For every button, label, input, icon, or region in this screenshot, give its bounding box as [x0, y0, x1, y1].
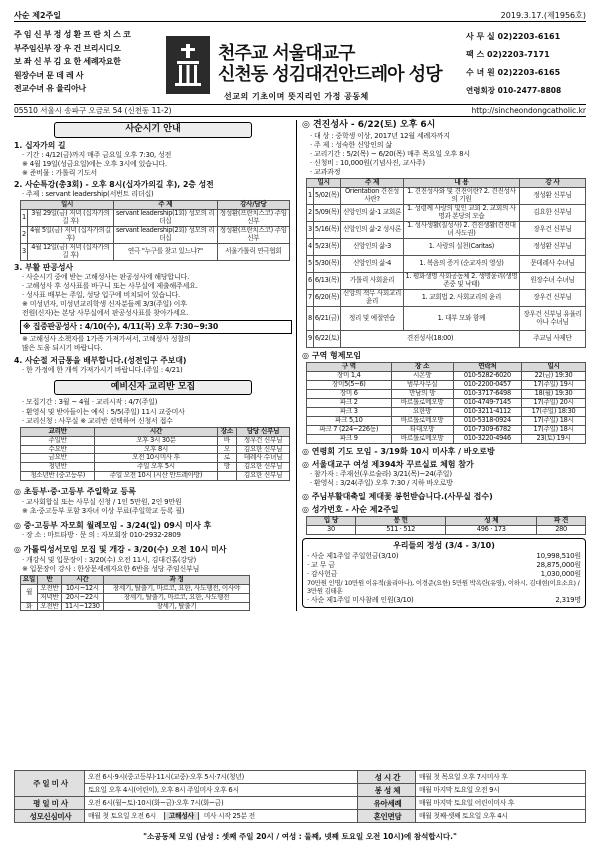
table-row: 9 6/22(토) 견진성사(18:00) 주교님 사제단 — [307, 331, 586, 348]
text-line: · 교리기간 : 5/2(목) ~ 6/20(목) 매주 목요일 오후 8시 — [310, 149, 470, 158]
table-row: 8 6/21(금) 정리 및 예절연습 1. 대부 모와 함께 장우건 신부님 유율리아나 수녀님 — [307, 307, 586, 331]
text-line: · 주제 : servant leadership(서번트 리더십) — [22, 190, 154, 199]
lent-section-title: 사순시기 안내 — [54, 122, 252, 138]
table-row: 장미5(5~6) 범부사무실 010-2200-0457 17(주일) 19시 — [307, 381, 586, 390]
table-row: 평 일 미 사 오전 6시(월~토)·10시(화~금)·오후 7시(화~금) 유아세례 매월 마지막 토요일 어린이미사 후 — [15, 797, 586, 810]
table-header: 강사/담당 — [217, 201, 289, 210]
clergy-line: 부주임신부 장 우 건 브리시디오 — [14, 43, 121, 53]
table-row: 성모신심미사 매월 첫 토요일 오전 6시 고해성사 미사 시작 25분 전 혼인면담 매월 첫째·셋째 토요일 오후 4시 — [15, 810, 586, 823]
lent-s2-title: 2. 사순특강(총3회) - 오후 8시(십자가의길 후), 2층 성전 — [14, 180, 214, 190]
right-column — [297, 120, 586, 611]
table-row: 7 6/20(목) 신앙의 책무 사회교리 윤리 1. 교회법 2. 사회교리의 윤리 장우건 신부님 — [307, 290, 586, 307]
region-table: 구 역 장 소 연락처 일시 장미 1,4 시온방 010-5282-6020 22(금) 19:30 장미5(5~6) 범부사무실 010-2200-0457 17(주일) 19시 장미 6 만남의 방 010-3717-6498 18(월) 19:30 파크 2 바르톨로메오방 010-4749-7145 17(주일) 20시 파크 3 요한방 010-3211-4112 17(주일) 18:30 파크 5,10 바르톨로메오방 010-5318-0924 17(주일) 18시 파크 7 (224~226동) 타대오방 010-7309-6782 17(주일) 18시 파크 9 바르톨로메오방 010-3220-4946 23(토) 19시 — [306, 362, 586, 443]
table-row: 화 오전반 11시~1230 창세기, 탈출기 — [21, 602, 250, 611]
address-text: 05510 서울시 송파구 오금로 54 (신천동 11-2) — [14, 105, 172, 115]
text-line: · 참가자 : 주재선(우르술라) 3/21(목)~24(주일) — [310, 470, 452, 479]
text-line: 전원(신자)는 본당 사무실에서 판공성사표를 찾아가세요. — [22, 309, 189, 318]
table-row: 저녁반 20시~22시 창세기, 탈출기, 마르코, 요한, 사도행전 — [21, 593, 250, 602]
text-line: · 신청비 : 10,000원(기념사진, 교사주) — [310, 158, 425, 167]
notice-title: ◎ 가톨릭성서모임 모집 및 개강 - 3/20(수) 오전 10시 미사 — [14, 545, 227, 555]
contact-list — [466, 25, 586, 104]
contact-line: 사 무 실 02)2203-6161 — [466, 32, 561, 41]
notice-title: ◎ 주님부활대축일 제대꽃 봉헌받습니다.(사무실 접수) — [302, 491, 493, 501]
text-line: · 환영식 : 3/24(주일) 오후 7:30 / 지하 바오로방 — [310, 479, 453, 488]
issue-date: 2019.3.17.(제1956호) — [500, 10, 586, 20]
contact-line: 수 녀 원 02)2203-6165 — [466, 68, 561, 77]
table-row: 파크 9 바르톨로메오방 010-3220-4946 23(토) 19시 — [307, 434, 586, 443]
offering-line: · 감사헌금 1,030,000원 — [307, 569, 581, 578]
table-row: 수요반 오후 8시 오 김요한 신부님 — [21, 445, 290, 454]
notice-title: ◎ 초등부·중·고등부 주일학교 등록 — [14, 487, 136, 497]
table-row: 6 6/13(목) 가톨릭 사회윤리 1. 평화생명 사회공동체 2. 생명윤리(생명존중 및 낙태) 원장수녀 수녀님 — [307, 273, 586, 290]
address-bar — [14, 105, 586, 117]
offering-line: 70만원 인명/ 10만원 이유적(율리아나), 이경준(요한) 5만원 박옥란(유영), 이하시, 김대현(이요소요) / 3만원 김태훈 — [307, 578, 580, 596]
table-row: 토요일 오후 4시(어린이), 오후 8시 주일미사 오후 6시 봉 성 체 매월 마지막 토요일 오전 9시 — [15, 784, 586, 797]
text-line: · 개강식 및 입문장이 : 3/20(수) 오전 11시, 김대건홀(강당) — [22, 555, 197, 564]
text-line: ※ 4월 19일(성금요일)에는 오후 3시에 있습니다. — [22, 159, 167, 168]
text-line: · 사순시기 중에 받는 고해성사는 판공성사에 해당합니다. — [22, 272, 190, 281]
text-line: ※ 미성년자, 미성년교리학생 신자분들께 3/3(주일) 이후 — [22, 300, 187, 309]
table-row: 3 4월 12일(금) 저녁 (십자가의길 후) 연극 "누구를 찾고 있느냐?" 서울가톨릭 연극협회 — [21, 243, 290, 260]
church-logo-icon — [171, 41, 205, 89]
text-line: · 대 상 : 중학생 이상, 2017년 12월 세례자까지 — [310, 131, 450, 140]
offering-title: 우리들의 정성 (3/4 - 3/10) — [393, 541, 495, 551]
left-column — [14, 120, 297, 611]
bulletin-page — [14, 8, 586, 842]
offering-line: · 사순 제1주일 주일헌금(3/10) 10,998,510원 — [307, 551, 581, 560]
text-line: · 성사표 배부는 주일, 성당 입구에 비치되어 있습니다. — [22, 290, 181, 299]
notice-title: ◎ 중·고등부 자모회 월례모임 - 3/24(일) 09시 미사 후 — [14, 520, 212, 530]
footer-note: "소공동체 모임 (남성 : 셋째 주일 20시 / 여성 : 둘째, 넷째 토요일 오전 10시)에 참석합시다." — [143, 832, 457, 842]
text-line: ※ 초·중고등부 포함 3자녀 이상 무료(주일학교 등록 필) — [22, 506, 185, 515]
top-bar — [14, 8, 586, 22]
table-row: 파크 7 (224~226동) 타대오방 010-7309-6782 17(주일) 18시 — [307, 425, 586, 434]
confirmation-title: ◎ 견진성사 - 6/22(토) 오후 6시 — [302, 120, 436, 130]
website-link[interactable]: http://sincheondongcatholic.kr — [471, 105, 586, 115]
text-line: ※ 입문장이 강사 : 한상문세례자요한 6반을 성당 주임신부님 — [22, 564, 200, 573]
notice-title: ◎ 서울대교구 여성 제394차 꾸르실료 체험 참가 — [302, 460, 474, 469]
offering-line: · 교 무 금 28,875,000원 — [307, 560, 581, 569]
table-row: 장미 1,4 시온방 010-5282-6020 22(금) 19:30 — [307, 372, 586, 381]
diocese-title: 천주교 서울대교구 — [218, 42, 355, 64]
table-row: 30 511 · 512 496 · 173 280 — [307, 526, 586, 535]
table-row: 2 4월 5일(금) 저녁 (십자가의길 후) servant leadership(2회) 성모의 리더십 정성환(프란치스코) 주임신부 — [21, 227, 290, 244]
table-row: 월 오전반 10시~12시 창세기, 탈출기, 마르코, 요한, 사도행전, 이사야 — [21, 584, 250, 593]
text-line: · 한 가정에 한 개씩 가져가시기 바랍니다.(주일 : 4/21) — [22, 365, 183, 374]
offering-box — [302, 538, 586, 607]
parish-title: 신천동 성김대건안드레아 성당 — [218, 63, 442, 85]
text-line: ※ 준비물 : 가톨릭 기도서 — [22, 169, 97, 177]
table-row: 파크 5,10 바르톨로메오방 010-5318-0924 17(주일) 18시 — [307, 416, 586, 425]
text-line: · 기간 : 4/12(금)까지 매주 금요일 오후 7:30, 성전 — [22, 150, 172, 159]
table-row: 2 5/09(목) 신앙인의 삶-1 교회론 1. 성령께 사랑의 빛인 교회 2. 교회의 사명과 본당의 모습 김요한 신부님 — [307, 205, 586, 222]
church-logo — [166, 36, 210, 94]
clergy-line: 주 임 신 부 정 성 환 프 란 치 스 코 — [14, 30, 131, 39]
table-header: 주 제 — [114, 201, 218, 210]
table-row: 금요반 오전 10시미사 후 로 데레사 수녀님 — [21, 454, 290, 463]
table-row: 주일반 오후 3시 30분 바 정우건 신부님 — [21, 436, 290, 445]
text-line: · 주 제 : 성숙한 신앙인의 삶 — [310, 140, 392, 149]
contact-line: 팩 스 02)2203-7171 — [466, 50, 550, 59]
table-row: 1 5/02(목) Orientation 견진성사란? 1. 견진성사와 및 견진이란? 2. 견진성사의 기원 정성환 신부님 — [307, 188, 586, 205]
confession-box: ※ 집중판공성사 : 4/10(수), 4/11(목) 오후 7:30~9:30 — [20, 320, 292, 334]
table-row: 파크 2 바르톨로메오방 010-4749-7145 17(주일) 20시 — [307, 399, 586, 408]
table-header: 일시 — [21, 201, 114, 210]
table-row: 파크 3 요한방 010-3211-4112 17(주일) 18:30 — [307, 407, 586, 416]
hymn-title: ◎ 성가번호 - 사순 제2주일 — [302, 504, 399, 514]
lent-s3-title: 3. 부활 판공성사 — [14, 262, 74, 272]
contact-line: 연령회장 010-2477-8808 — [466, 86, 562, 95]
lent-s4-title: 4. 사순절 저금통을 배부합니다.(성전입구 주보대) — [14, 355, 187, 365]
catechism-title: 예비신자 교리반 모집 — [54, 380, 252, 396]
table-row: 장미 6 만남의 방 010-3717-6498 18(월) 19:30 — [307, 390, 586, 399]
catechism-table: 교리반 시간 장소 담당 신부님 주일반 오후 3시 30분 바 정우건 신부님 수요반 오후 8시 오 김요한 신부님 금요반 오전 10시미사 후 로 데레사 수녀님 청년반 주일 오후 5시 방 김요한 신부님 청소년반 (중고등부) 주일 오전 10시 (시산 안드레아방) 김요한 신부님 — [20, 427, 290, 481]
issue-label: 사순 제2주일 — [14, 10, 61, 20]
text-line: · 고해성사 후 성사표를 바구니 또는 사무실에 제출해주세요. — [22, 281, 198, 290]
clergy-line: 전교수녀 유 율리아나 — [14, 84, 86, 93]
region-title: ◎ 구역 형제모임 — [302, 351, 361, 361]
clergy-list — [14, 25, 164, 104]
offering-line: · 사순 제1주일 미사참례 인원(3/10) 2,319명 — [307, 595, 581, 604]
table-row: 청소년반 (중고등부) 주일 오전 10시 (시산 안드레아방) 김요한 신부님 — [21, 472, 290, 481]
table-row: 1 3월 29일(금) 저녁 (십자가의길 후) servant leadership(1회) 성모의 리더십 정성환(프란치스코) 주임신부 — [21, 210, 290, 227]
bible-table: 요일 반 시간 과 정 월 오전반 10시~12시 창세기, 탈출기, 마르코, 요한, 사도행전, 이사야 저녁반 20시~22시 창세기, 탈출기, 마르코, 요한, 사도행전 화 오전반 11시~1230 창세기, 탈출기 — [20, 575, 250, 612]
title-area — [164, 25, 466, 104]
text-line: 많은 도움 되시기 바랍니다. — [22, 344, 103, 353]
text-line: · 환영식 및 받아들이는 예식 : 5/5(주일) 11시 교중미사 — [22, 407, 185, 416]
table-row: 4 5/23(목) 신앙인의 삶-3 1. 사랑의 실천(Caritas) 정성환 신부님 — [307, 239, 586, 256]
clergy-line: 원장수녀 문 데 레 사 — [14, 70, 84, 80]
table-row: 청년반 주일 오후 5시 방 김요한 신부님 — [21, 463, 290, 472]
confirmation-table: 일시 주 제 내 용 강 사 1 5/02(목) Orientation 견진성사란? 1. 견진성사와 및 견진이란? 2. 견진성사의 기원 정성환 신부님 2 5/09(목) 신앙인의 삶-1 교회론 1. 성령께 사랑의 빛인 교회 2. 교회의 사명과 본당의 모습 김요한 신부님 3 5/16(목) 신앙인의 삶-2 성사론 1. 성사생활(칠성사) 2. 견진생활(견진대녀 사도권) 장우건 신부님 4 5/23(목) 신앙인의 삶-3 1. 사랑의 실천(Caritas) 정성환 신부님 5 5/30(목) 신앙인의 삶-4 1. 복음의 증거 (순교자의 영성) 문데레사 수녀님 6 6/13(목) 가톨릭 사회윤리 1. 평화생명 사회공동체 2. 생명윤리(생명존중 및 낙태) 원장수녀 수녀님 7 6/20(목) 신앙의 책무 사회교리 윤리 1. 교회법 2. 사회교리의 윤리 장우건 신부님 8 6/21(금) 정리 및 예절연습 1. 대부 모와 함께 장우건 신부님 유율리아나 수녀님 9 6/22(토) 견진성사(18:00) 주교님 사제단 — [306, 178, 586, 348]
header — [14, 25, 586, 105]
clergy-line: 보 좌 신 부 김 요 한 세례자요한 — [14, 57, 121, 66]
notice-title: ◎ 연령회 기도 모임 - 3/19화 10시 미사후 / 바오로방 — [302, 446, 495, 456]
text-line: · 장 소 : 마트타방 · 문 의 : 자모회장 010-2932-2809 — [22, 531, 181, 540]
text-line: · 모집기간 : 3월 ~ 4월 · 교리시작 : 4/7(주일) — [22, 398, 158, 407]
parish-motto: 선교의 기초이며 뜻지리인 가정 공동체 — [224, 91, 369, 101]
text-line: · 교과과정 — [310, 168, 341, 177]
mass-schedule — [14, 770, 586, 823]
table-row: 3 5/16(목) 신앙인의 삶-2 성사론 1. 성사생활(칠성사) 2. 견진생활(견진대녀 사도권) 장우건 신부님 — [307, 222, 586, 239]
table-row: 5 5/30(목) 신앙인의 삶-4 1. 복음의 증거 (순교자의 영성) 문데레사 수녀님 — [307, 256, 586, 273]
lecture-table — [20, 200, 290, 260]
text-line: ※ 고해성사 소책자를 1가족 가져가셔서, 고해성사 성찰의 — [22, 335, 191, 344]
lent-s1-title: 1. 십자가의 길 — [14, 140, 66, 150]
text-line: · 교사회합실 또는 사무실 신청 / 1인 5만원, 2인 9만원 — [22, 497, 182, 506]
text-line: · 교리신청 : 사무실 ※ 교리반 선택하여 신청서 접수 — [22, 416, 173, 425]
hymn-table: 입 당 봉 헌 성 체 파 견 30 511 · 512 496 · 173 280 — [306, 516, 586, 535]
table-row: 주 일 미 사 오전 6시·9시(중고등부)·11시(교중)·오후 5시·7시(청년) 성 시 간 매월 첫 목요일 오후 7시미사 후 — [15, 771, 586, 784]
